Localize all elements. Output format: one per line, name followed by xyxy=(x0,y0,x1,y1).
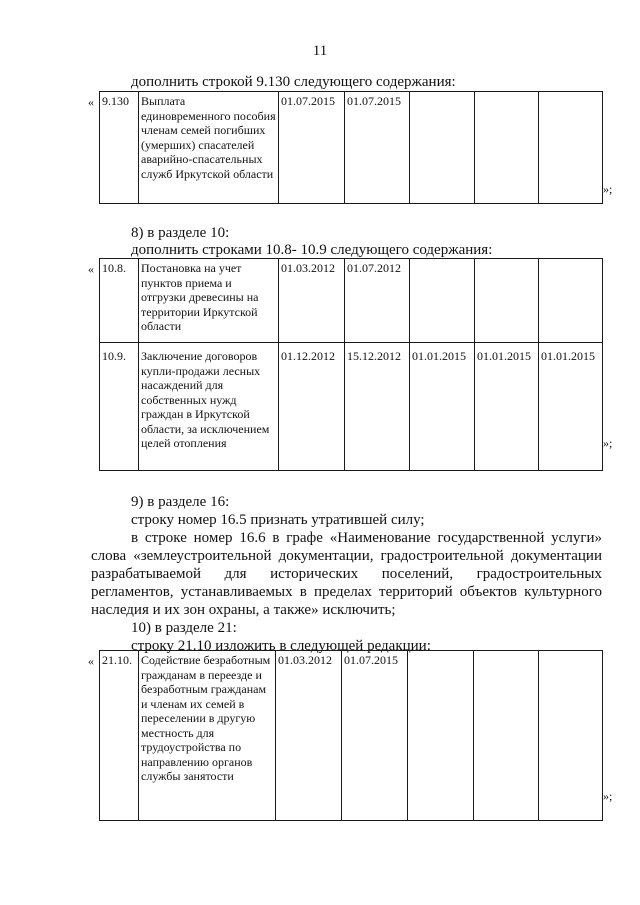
date-cell: 01.07.2015 xyxy=(342,651,408,821)
date-cell xyxy=(539,259,603,343)
date-cell xyxy=(474,651,539,821)
date-cell xyxy=(410,92,475,204)
section9-para-line: разрабатываемой для исторических поселений, градостроительных xyxy=(91,566,602,582)
date-cell: 01.07.2015 xyxy=(279,92,345,204)
table3-close: »; xyxy=(603,789,613,803)
table2-close: »; xyxy=(603,436,613,450)
service-name: Заключение договоров купли-продажи лесных насаждений для собственных нужд граждан в Иркутской области, за исключением целей отопления xyxy=(139,343,279,471)
date-cell: 01.01.2015 xyxy=(475,343,539,471)
date-cell: 01.01.2015 xyxy=(410,343,475,471)
date-cell xyxy=(408,651,474,821)
table-10-8-10-9 xyxy=(99,258,603,471)
section9-para-line: наследия и их зон охраны, а также» исключить; xyxy=(91,602,396,618)
section9-line1: строку номер 16.5 признать утратившей силу; xyxy=(131,512,425,528)
page-number: 11 xyxy=(312,43,328,59)
date-cell xyxy=(475,92,539,204)
section8-intro: дополнить строками 10.8- 10.9 следующего содержания: xyxy=(131,242,493,258)
section9-para-line: слова «землеустроительной документации, градостроительной документации xyxy=(91,548,602,564)
service-name: Постановка на учет пунктов приема и отгрузки древесины на территории Иркутской области xyxy=(139,259,279,343)
section8-heading: 8) в разделе 10: xyxy=(131,225,230,241)
section10-heading: 10) в разделе 21: xyxy=(131,620,237,636)
table1-close: »; xyxy=(603,182,613,196)
table1-intro: дополнить строкой 9.130 следующего содержания: xyxy=(131,74,456,90)
section9-para-line: в строке номер 16.6 в графе «Наименование государственной услуги» xyxy=(131,530,602,546)
table-row xyxy=(100,651,603,821)
section9-heading: 9) в разделе 16: xyxy=(131,494,230,510)
table-row xyxy=(100,259,603,343)
date-cell: 01.12.2012 xyxy=(279,343,345,471)
table2-open-quote: « xyxy=(88,262,94,276)
row-number: 10.9. xyxy=(100,343,139,471)
table1-open-quote: « xyxy=(88,95,94,109)
date-cell xyxy=(539,92,603,204)
date-cell xyxy=(539,651,603,821)
date-cell xyxy=(475,259,539,343)
date-cell: 01.07.2015 xyxy=(345,92,410,204)
service-name: Содействие безработным гражданам в переезде и безработным гражданам и членам их семей в переселении в другую местность для трудоустройства по направлению органов службы занятости xyxy=(139,651,276,821)
date-cell xyxy=(410,259,475,343)
table-21-10 xyxy=(99,650,603,821)
date-cell: 15.12.2012 xyxy=(345,343,410,471)
date-cell: 01.03.2012 xyxy=(276,651,342,821)
row-number: 9.130 xyxy=(100,92,139,204)
table3-open-quote: « xyxy=(88,654,94,668)
row-number: 21.10. xyxy=(100,651,139,821)
service-name: Выплата единовременного пособия членам семей погибших (умерших) спасателей аварийно-спасательных служб Иркутской области xyxy=(139,92,279,204)
section9-para-line: регламентов, устанавливаемых в пределах территорий объектов культурного xyxy=(91,584,602,600)
date-cell: 01.03.2012 xyxy=(279,259,345,343)
table-9-130 xyxy=(99,91,603,204)
table-row xyxy=(100,92,603,204)
table-row xyxy=(100,343,603,471)
date-cell: 01.07.2012 xyxy=(345,259,410,343)
row-number: 10.8. xyxy=(100,259,139,343)
section10-intro: строку 21.10 изложить в следующей редакции: xyxy=(131,638,431,654)
date-cell: 01.01.2015 xyxy=(539,343,603,471)
